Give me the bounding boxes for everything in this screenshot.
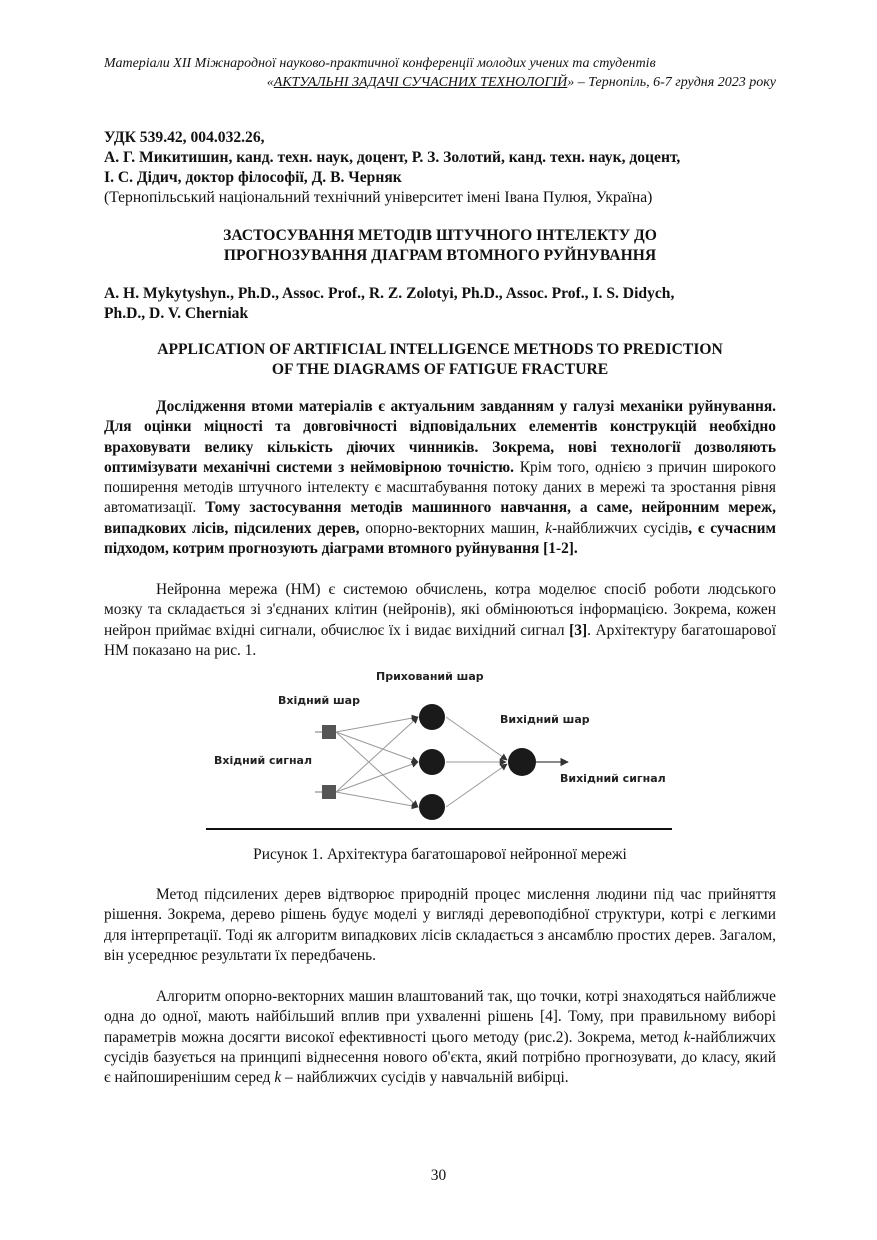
p4-italic-k1: k xyxy=(683,1028,691,1046)
output-node xyxy=(508,748,536,776)
label-input-signal: Вхідний сигнал xyxy=(214,754,313,767)
figure-1-caption: Рисунок 1. Архітектура багатошарової нейронної мережі xyxy=(253,846,627,863)
running-header xyxy=(104,54,776,92)
title-ua-line-2: ПРОГНОЗУВАННЯ ДІАГРАМ ВТОМНОГО РУЙНУВАННЯ xyxy=(223,247,657,264)
title-en xyxy=(104,340,776,380)
paragraph-1 xyxy=(104,397,776,559)
p1-italic-k: k xyxy=(545,519,552,537)
label-hidden-layer: Прихований шар xyxy=(376,670,484,683)
p2-text-a: Нейронна мережа (НМ) є системою обчислень, котра моделює спосіб роботи людського мозку та складається зі з'єднаних клітин (нейронів), які обмінюються інформацією. Зокрема, кожен нейрон приймає вхідні сигнали, обчислює їх і видає вихідний сигнал xyxy=(104,581,776,639)
hidden-node xyxy=(419,704,445,730)
title-ua xyxy=(104,226,776,266)
authors-block-ua xyxy=(104,128,776,208)
hidden-node xyxy=(419,749,445,775)
authors-ua-line-1: А. Г. Микитишин, канд. техн. наук, доцент, Р. З. Золотий, канд. техн. наук, доцент, xyxy=(104,149,681,166)
udk-code: УДК 539.42, 004.032.26, xyxy=(104,129,265,146)
p1-normal-d: опорно-векторних машин, xyxy=(359,519,546,537)
header-place-date: » – Тернопіль, 6-7 грудня 2023 року xyxy=(567,75,776,90)
input-hidden-connections xyxy=(336,717,418,807)
p4-text-a: Алгоритм опорно-векторних машин влаштований так, що точки, котрі знаходяться найближче одна до одної, мають найбільший вплив при ухваленні рішень [4]. Тому, при правильному виборі параметрів можна досягти високої ефективності цього методу (рис.2). Зокрема, метод xyxy=(104,988,776,1046)
authors-en-line-2: Ph.D., D. V. Cherniak xyxy=(104,305,249,322)
authors-ua-line-2: І. С. Дідич, доктор філософії, Д. В. Черняк xyxy=(104,169,402,186)
p3-text: Метод підсилених дерев відтворює природній процес мислення людини під час прийняття рішення. Зокрема, дерево рішень будує моделі у вигляді деревоподібної структури, котрі є легкими для інтерпретації. Тоді як алгоритм випадкових лісів складається з ансамблю простих дерев. Загалом, він усереднює результати їх передбачень. xyxy=(104,886,776,964)
neural-network-diagram xyxy=(200,664,680,834)
paragraph-2 xyxy=(104,580,776,661)
title-en-line-2: OF THE DIAGRAMS OF FATIGUE FRACTURE xyxy=(271,361,609,378)
p1-bold-c: Тому застосування методів машинного навчання, а саме, нейронним мереж, випадкових лісів, підсилених дерев, xyxy=(104,499,776,537)
p1-normal-e: -найближчих сусідів xyxy=(551,519,689,537)
label-input-layer: Вхідний шар xyxy=(278,694,360,707)
input-node xyxy=(322,785,336,799)
title-ua-line-1: ЗАСТОСУВАННЯ МЕТОДІВ ШТУЧНОГО ІНТЕЛЕКТУ ДО xyxy=(223,227,657,244)
authors-en-line-1: A. H. Mykytyshyn., Ph.D., Assoc. Prof., R. Z. Zolotyi, Ph.D., Assoc. Prof., I. S. Didych, xyxy=(104,285,675,302)
p4-text-b: -найближчих сусідів базується на принципі віднесення нового об'єкта, який потрібно прогнозувати, до класу, який є найпоширенішим серед xyxy=(104,1028,776,1087)
p1-bold-a: Дослідження втоми матеріалів є актуальним завданням у галузі механіки руйнування. Для оцінки міцності та довговічності відповідальних елементів конструкцій необхідно враховувати велику кількість діючих чинників. Зокрема, нові технології дозволяють оптимізувати механічні системи з неймовірною точністю. xyxy=(104,398,776,476)
affiliation: (Тернопільський національний технічний університет імені Івана Пулюя, Україна) xyxy=(104,189,653,206)
p1-normal-b: Крім того, однією з причин широкого поширення методів штучного інтелекту є масштабування потоку даних в мережі та зростання рівня автоматизації. xyxy=(104,458,776,517)
hidden-output-connections xyxy=(446,717,507,807)
label-output-signal: Вихідний сигнал xyxy=(560,772,666,785)
label-output-layer: Вихідний шар xyxy=(500,713,590,726)
header-line-1: Матеріали XII Міжнародної науково-практичної конференції молодих учених та студентів xyxy=(104,56,656,71)
paragraph-4 xyxy=(104,987,776,1088)
p4-italic-k2: k xyxy=(274,1069,282,1087)
p2-reference: [3] xyxy=(569,621,588,639)
figure-1-neural-network xyxy=(200,664,680,834)
p1-bold-f: , є сучасним підходом, котрим прогнозують діаграми втомного руйнування [1-2]. xyxy=(104,519,776,558)
p4-text-c: – найближчих сусідів у навчальній вибірці. xyxy=(281,1069,569,1087)
paragraph-3 xyxy=(104,885,776,966)
header-line-2 xyxy=(104,73,776,92)
title-en-line-1: APPLICATION OF ARTIFICIAL INTELLIGENCE METHODS TO PREDICTION xyxy=(157,341,723,358)
conference-title: АКТУАЛЬНІ ЗАДАЧІ СУЧАСНИХ ТЕХНОЛОГІЙ xyxy=(273,75,568,90)
header-quote-open: « xyxy=(266,75,274,90)
page-number: 30 xyxy=(430,1167,447,1184)
hidden-node xyxy=(419,794,445,820)
p2-text-b: . Архітектуру багатошарової НМ показано на рис. 1. xyxy=(104,621,776,659)
input-node xyxy=(322,725,336,739)
authors-en xyxy=(104,284,776,324)
